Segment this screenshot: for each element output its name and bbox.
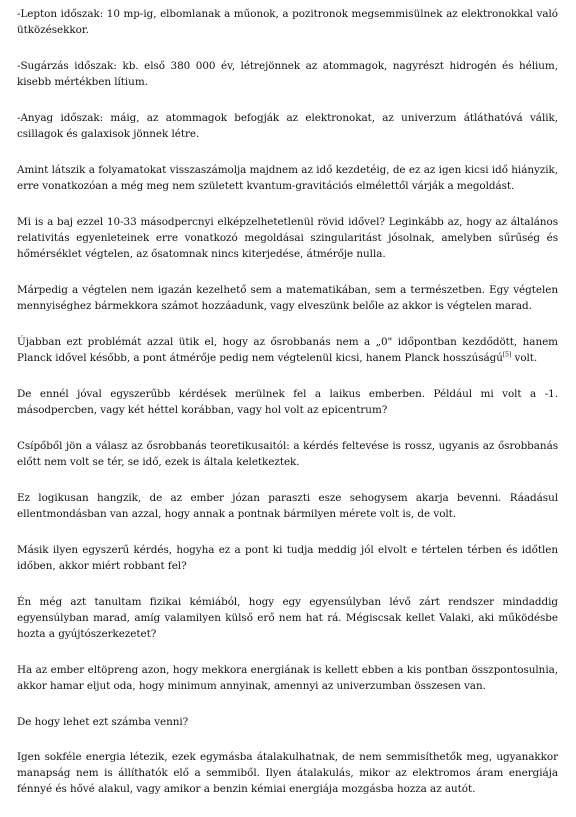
paragraph-planck [17,334,558,366]
paragraph-radiation-period: -Sugárzás időszak: kb. első 380 000 év, létrejönnek az atommagok, nagyrészt hidrogén és hélium, kisebb mértékben lítium. [17,60,558,88]
paragraph-equilibrium: Én még azt tanultam fizikai kémiából, hogy egy egyensúlyban lévő zárt rendszer mindaddig egyensúlyban marad, amíg valamilyen külső erő nem hat rá. Mégiscsak kellet Valaki, aki működésbe hozta a gyújtószerkezetet? [17,596,558,640]
footnote-reference[interactable]: [5] [502,351,512,359]
paragraph-how-count: De hogy lehet ezt számba venni? [17,716,189,728]
paragraph-simple-questions: De ennél jóval egyszerűbb kérdések merülnek fel a laikus emberben. Például mi volt a -1. másodpercben, vagy két héttel korábban, vagy hol volt az epicentrum? [17,388,558,416]
paragraph-energy-forms: Igen sokféle energia létezik, ezek egymásba átalakulhatnak, de nem semmisíthetők meg, ugyanakkor manapság nem is állíthatók elő a semmiből. Ilyen átalakulás, mikor az elektromos áram energiája fénnyé és hővé alakul, vagy amikor a benzin kémiai energiája mozgásba hozza az autót. [17,751,558,795]
paragraph-lepton-period: -Lepton időszak: 10 mp-ig, elbomlanak a műonok, a pozitronok megsemmisülnek az elektronokkal való ütközésekkor. [17,8,558,36]
paragraph-planck-tail: volt. [511,352,538,364]
paragraph-singularity: Mi is a baj ezzel 10-33 másodpercnyi elképzelhetetlenül rövid idővel? Leginkább az, hogy az általános relativitás egyenleteinek erre vonatkozó megoldásai szingularitást jósolnak, amelyben sűrűség és hőmérséklet végtelen, az ősatomnak nincs kiterjedése, átmérője nulla. [17,216,558,260]
paragraph-matter-period: -Anyag időszak: máig, az atommagok befogják az elektronokat, az univerzum átláthatóvá válik, csillagok és galaxisok jönnek létre. [17,112,558,140]
paragraph-infinity: Márpedig a végtelen nem igazán kezelhető sem a matematikában, sem a természetben. Egy végtelen mennyiséghez bármekkora számot hozzáadunk, vagy elveszünk belőle az akkor is végtelen marad. [17,284,558,312]
paragraph-energy-amount: Ha az ember eltöpreng azon, hogy mekkora energiának is kellett ebben a kis pontban összpontosulnia, akkor hamar eljut oda, hogy minimum annyinak, amennyi az univerzumban összesen van. [17,664,558,692]
paragraph-quantum-gravity: Amint látszik a folyamatokat visszaszámolja majdnem az idő kezdetéig, de ez az igen kicsi idő hiányzik, erre vonatkozóan a még meg nem született kvantum-gravitációs elmélettől várják a megoldást. [17,164,558,192]
paragraph-planck-text: Újabban ezt problémát azzal ütik el, hogy az ősrobbanás nem a „0" időpontban kezdődött, hanem Planck idővel később, a pont átmérője pedig nem végtelenül kicsi, hanem Planck hosszúságú [17,336,558,364]
document-page [17,6,558,817]
paragraph-why-explode: Másik ilyen egyszerű kérdés, hogyha ez a pont ki tudja meddig jól elvolt e tértelen térben és időtlen időben, akkor miért robbant fel? [17,544,558,572]
paragraph-answer: Csípőből jön a válasz az ősrobbanás teoretikusaitól: a kérdés feltevése is rossz, ugyanis az ősrobbanás előtt nem volt se tér, se idő, ezek is általa keletkeztek. [17,440,558,468]
paragraph-common-sense: Ez logikusan hangzik, de az ember józan paraszti esze sehogysem akarja bevenni. Ráadásul ellentmondásban van azzal, hogy annak a pontnak bármilyen mérete volt is, de volt. [17,492,558,520]
